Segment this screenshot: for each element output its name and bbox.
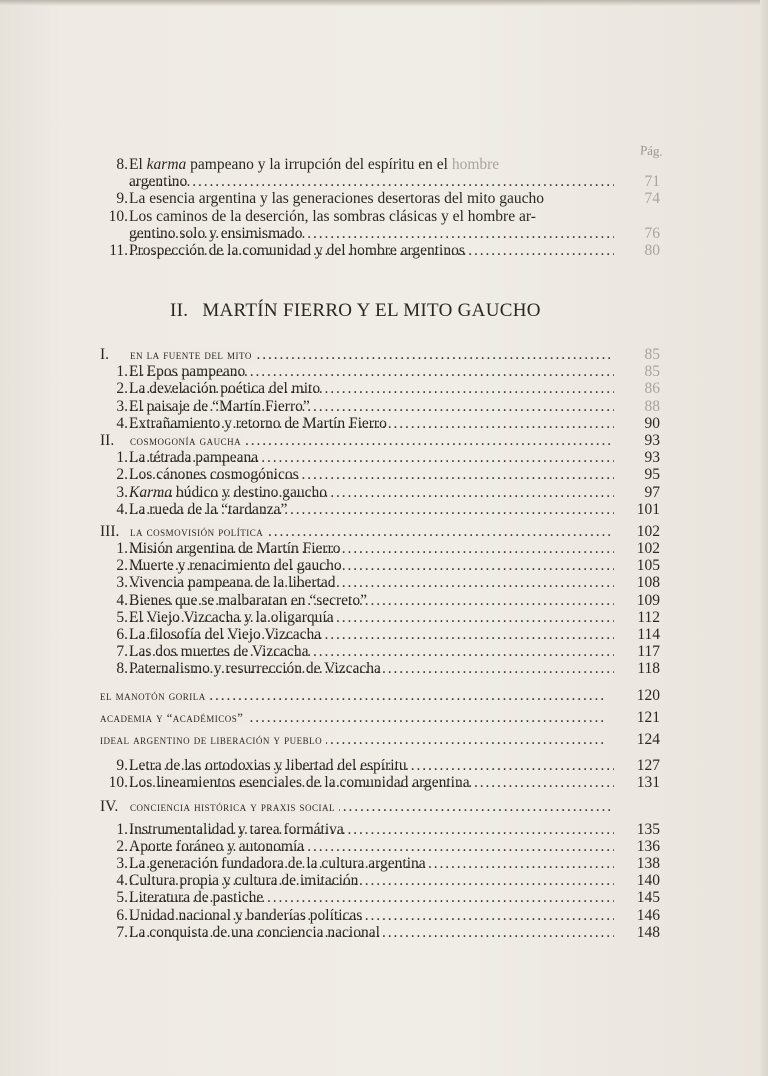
toc-entry xyxy=(100,484,660,501)
entry-title: Karma búdico y destino gaucho . . . xyxy=(129,484,614,501)
toc-entry xyxy=(100,889,660,906)
entry-number: 2. xyxy=(116,837,128,855)
entry-number: 7. xyxy=(116,923,128,941)
toc-entry-8 xyxy=(100,156,660,173)
page-column-header: Pág. xyxy=(639,142,664,159)
entry-number: 2. xyxy=(116,466,128,484)
entry-page: 135 xyxy=(636,820,660,838)
entry-title: Las dos muertes de Vizcacha . . . xyxy=(129,643,614,660)
entry-number: 7. xyxy=(116,643,128,661)
entry-page: 90 xyxy=(644,414,660,432)
entry-title: Cultura propia y cultura de imitación . . . xyxy=(129,872,614,889)
entry-page: 71 xyxy=(644,173,660,191)
entry-number: 6. xyxy=(116,906,128,924)
loose-page: 124 xyxy=(636,730,660,748)
entry-page: 146 xyxy=(636,906,660,924)
entry-page: 127 xyxy=(636,757,660,775)
toc-entry xyxy=(100,466,660,483)
entry-title-line-1: El karma pampeano y la irrupción del espíritu en el hombre xyxy=(129,156,500,173)
toc-entry xyxy=(100,557,660,574)
entry-number: 9. xyxy=(116,190,128,208)
toc-entry xyxy=(100,626,660,643)
toc-top-section xyxy=(100,156,660,259)
entry-page: 93 xyxy=(644,449,660,467)
entry-number: 4. xyxy=(116,872,128,890)
chapter-heading xyxy=(170,300,541,322)
toc-entry xyxy=(100,609,660,626)
entry-page: 138 xyxy=(636,855,660,873)
entry-number: 4. xyxy=(116,500,128,518)
entry-page: 109 xyxy=(636,591,660,609)
toc-loose-heading xyxy=(100,731,660,748)
entry-number: 5. xyxy=(116,608,128,626)
toc-entry xyxy=(100,415,660,432)
entry-title: Instrumentalidad y tarea formátiva . . . xyxy=(129,821,614,838)
entry-page: 145 xyxy=(636,889,660,907)
toc-entry xyxy=(100,924,660,941)
entry-number: 10. xyxy=(108,207,128,225)
entry-page: 112 xyxy=(637,608,660,626)
entry-number: 2. xyxy=(116,557,128,575)
toc-group-II xyxy=(100,432,660,449)
entry-title: Vivencia pampeana de la libertad . . . xyxy=(129,574,614,591)
toc-entry xyxy=(100,363,660,380)
toc-entry xyxy=(100,540,660,557)
entry-number: 6. xyxy=(116,626,128,643)
entry-title-line-2: argentino . . . xyxy=(129,173,614,190)
toc-entry xyxy=(100,757,660,774)
entry-title: Muerte y renacimiento del gaucho . . . xyxy=(129,557,614,574)
entry-number: 1. xyxy=(116,540,128,558)
toc-entry-11 xyxy=(100,242,660,259)
toc-entry xyxy=(100,501,660,518)
toc-group-I xyxy=(100,346,660,363)
entry-title: Bienes que se malbaratan en “secreto” . . . xyxy=(129,592,614,609)
entry-title: La tétrada pampeana . . . xyxy=(129,449,614,466)
entry-title: La develación poética del mito . . . xyxy=(129,380,614,397)
group-roman: II. xyxy=(100,431,115,449)
toc-entry xyxy=(100,907,660,924)
entry-page: 85 xyxy=(644,363,660,381)
toc-entry xyxy=(100,380,660,397)
loose-page: 120 xyxy=(636,686,660,704)
entry-page: 101 xyxy=(636,500,660,518)
toc-entry xyxy=(100,774,660,791)
entry-number: 5. xyxy=(116,889,128,907)
entry-page: 88 xyxy=(644,397,660,415)
entry-title: Unidad nacional y banderías políticas . . . xyxy=(129,907,614,924)
toc-entry xyxy=(100,643,660,660)
toc-group-IV xyxy=(100,798,660,815)
entry-page: 97 xyxy=(644,483,660,501)
entry-title: El paisaje de “Martín Fierro” . . . xyxy=(129,398,614,415)
entry-number: 3. xyxy=(116,855,128,873)
page-right-edge xyxy=(760,0,768,1076)
entry-title: La esencia argentina y las generaciones desertoras del mito gaucho xyxy=(129,190,545,208)
entry-page: 102 xyxy=(636,540,660,558)
loose-title: academia y “académicos” . . . xyxy=(100,709,614,727)
entry-title: El Epos pampeano . . . xyxy=(129,363,614,380)
group-title: en la fuente del mito . . . xyxy=(130,346,614,364)
entry-page: 74 xyxy=(644,190,660,208)
entry-title-line-2: gentino solo y ensimismado . . . xyxy=(129,225,614,242)
entry-title: Prospección de la comunidad y del hombre argentinos . . . xyxy=(129,242,614,259)
entry-title: El Viejo Vizcacha y la oligarquía . . . xyxy=(129,609,614,626)
group-page: 93 xyxy=(644,431,660,449)
group-page: 85 xyxy=(644,346,660,363)
entry-number: 8. xyxy=(116,156,128,173)
chapter-number: II. xyxy=(170,300,189,321)
entry-title: Literatura de pastiche . . . xyxy=(129,889,614,906)
toc-entry-8-cont xyxy=(100,173,660,190)
toc-entry xyxy=(100,821,660,838)
toc-entry xyxy=(100,592,660,609)
entry-number: 9. xyxy=(116,757,128,775)
toc-entry-10-cont xyxy=(100,225,660,242)
loose-page: 121 xyxy=(636,708,660,726)
toc-entry xyxy=(100,574,660,591)
toc-entry xyxy=(100,838,660,855)
toc-entry xyxy=(100,449,660,466)
group-title: la cosmovisión política . . . xyxy=(130,523,614,541)
entry-number: 1. xyxy=(116,820,128,838)
toc-entry-9 xyxy=(100,190,660,207)
entry-page: 117 xyxy=(637,643,660,661)
group-roman: I. xyxy=(100,346,110,363)
entry-title: La conquista de una conciencia nacional . . . xyxy=(129,924,614,941)
entry-number: 4. xyxy=(116,414,128,432)
toc-entry xyxy=(100,872,660,889)
entry-number: 2. xyxy=(116,380,128,398)
entry-title-line-1: Los caminos de la deserción, las sombras clásicas y el hombre ar- xyxy=(129,207,536,225)
entry-title: La filosofía del Viejo Vizcacha . . . xyxy=(129,626,614,643)
entry-number: 3. xyxy=(116,397,128,415)
entry-page: 148 xyxy=(636,923,660,941)
entry-number: 4. xyxy=(116,591,128,609)
entry-number: 11. xyxy=(109,241,128,259)
entry-number: 3. xyxy=(116,574,128,592)
chapter-title: MARTÍN FIERRO Y EL MITO GAUCHO xyxy=(202,300,541,321)
group-page: 102 xyxy=(636,522,660,540)
page-top-shadow xyxy=(0,0,768,6)
entry-title: La rueda de la “tardanza” . . . xyxy=(129,501,614,518)
entry-title: Paternalismo y resurrección de Vizcacha . . . xyxy=(129,660,614,677)
entry-title: Letra de las ortodoxias y libertad del espíritu . . . xyxy=(129,757,614,774)
toc-group-III xyxy=(100,523,660,540)
entry-page: 136 xyxy=(636,837,660,855)
entry-title: Misión argentina de Martín Fierro . . . xyxy=(129,540,614,557)
toc-chapter-2 xyxy=(100,346,660,941)
entry-page: 80 xyxy=(644,241,660,259)
loose-title: el manotón gorila . . . xyxy=(100,687,614,705)
entry-number: 3. xyxy=(116,483,128,501)
entry-number: 8. xyxy=(116,660,128,678)
entry-page: 95 xyxy=(644,466,660,484)
entry-page: 118 xyxy=(637,660,660,678)
toc-loose-heading xyxy=(100,687,660,704)
entry-title: Los lineamientos esenciales de la comunidad argentina . . . xyxy=(129,774,614,791)
entry-page: 105 xyxy=(636,557,660,575)
entry-page: 140 xyxy=(636,872,660,890)
entry-page: 76 xyxy=(644,224,660,242)
toc-entry xyxy=(100,855,660,872)
entry-title: Los cánones cosmogónicos . . . xyxy=(129,466,614,483)
entry-title: Extrañamiento y retorno de Martín Fierro . . . xyxy=(129,415,614,432)
toc-loose-heading xyxy=(100,709,660,726)
entry-page: 108 xyxy=(636,574,660,592)
entry-page: 131 xyxy=(636,774,660,792)
toc-entry xyxy=(100,660,660,677)
entry-number: 1. xyxy=(116,363,128,381)
entry-number: 1. xyxy=(116,449,128,467)
loose-title: ideal argentino de liberación y pueblo . . . xyxy=(100,731,614,749)
entry-page: 86 xyxy=(644,380,660,398)
group-roman: III. xyxy=(100,522,120,540)
group-roman: IV. xyxy=(100,797,119,815)
entry-number: 10. xyxy=(108,774,128,792)
toc-entry-10 xyxy=(100,208,660,225)
group-title: conciencia histórica y praxis social . . . xyxy=(130,798,614,816)
entry-page: 114 xyxy=(637,626,660,643)
entry-title: Aporte foráneo y autonomía . . . xyxy=(129,838,614,855)
toc-entry xyxy=(100,398,660,415)
group-title: cosmogonía gaucha . . . xyxy=(130,432,614,450)
entry-title: La generación fundadora de la cultura argentina . . . xyxy=(129,855,614,872)
